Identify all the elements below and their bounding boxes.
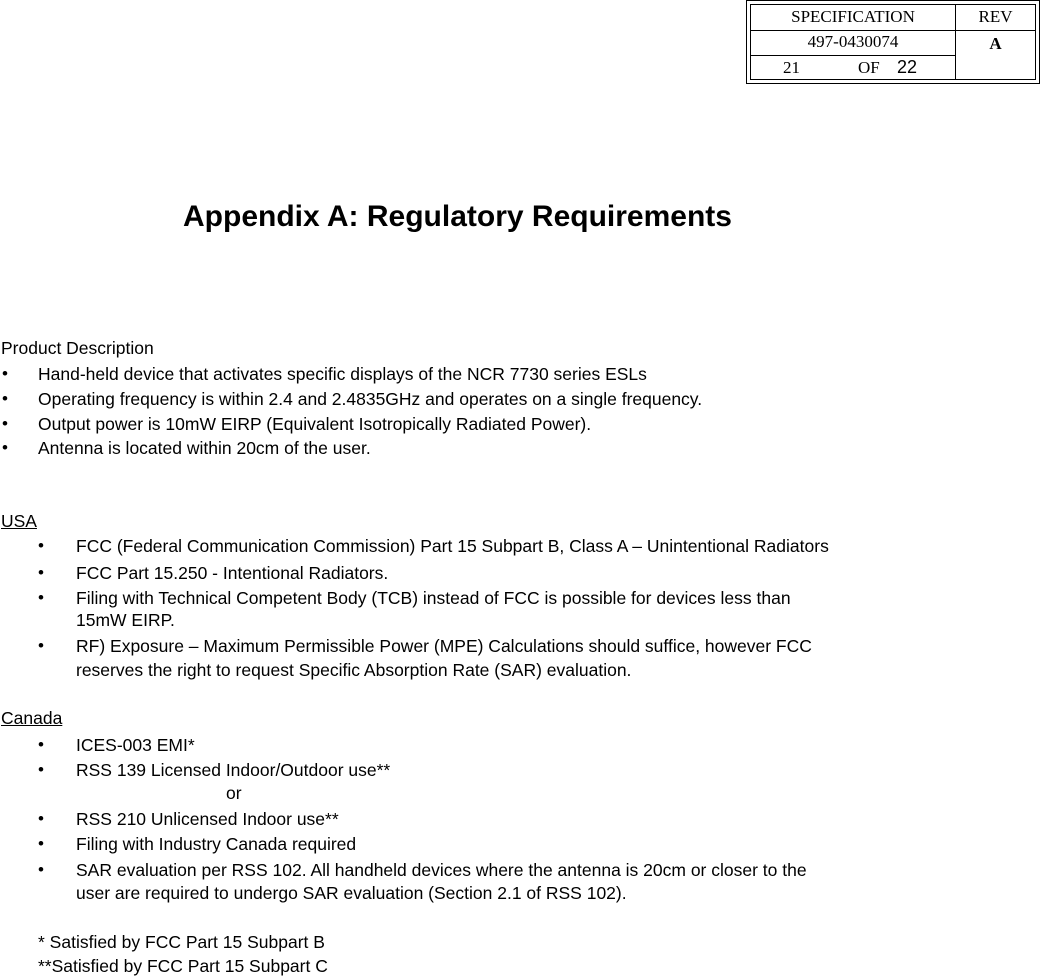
page-number: 21 [783, 58, 800, 77]
footnote: * Satisfied by FCC Part 15 Subpart B [38, 932, 325, 952]
usa-item: RF) Exposure – Maximum Permissible Power (MPE) Calculations should suffice, however FCC [76, 636, 812, 656]
bullet: • [38, 636, 44, 655]
canada-item: Filing with Industry Canada required [76, 834, 357, 854]
product-item: Hand-held device that activates specific displays of the NCR 7730 series ESLs [38, 364, 647, 384]
usa-item: Filing with Technical Competent Body (TCB) instead of FCC is possible for devices less than [76, 588, 791, 608]
bullet: • [2, 414, 8, 433]
product-description-heading: Product Description [1, 338, 154, 358]
usa-item-continuation: 15mW EIRP. [76, 610, 175, 630]
bullet: • [38, 860, 44, 879]
total-pages: 22 [897, 57, 918, 77]
of-label: OF [858, 58, 880, 77]
product-item: Output power is 10mW EIRP (Equivalent Isotropically Radiated Power). [38, 414, 592, 434]
bullet: • [2, 364, 8, 383]
canada-item-continuation: user are required to undergo SAR evaluation (Section 2.1 of RSS 102). [76, 883, 627, 903]
product-item: Operating frequency is within 2.4 and 2.4835GHz and operates on a single frequency. [38, 389, 703, 409]
bullet: • [2, 438, 8, 457]
canada-item: ICES-003 EMI* [76, 735, 195, 755]
bullet: • [38, 809, 44, 828]
bullet: • [2, 389, 8, 408]
bullet: • [38, 760, 44, 779]
spec-divider-1 [751, 30, 1035, 31]
product-item: Antenna is located within 20cm of the user. [38, 438, 371, 458]
usa-heading: USA [1, 511, 37, 531]
rev-label: REV [978, 7, 1013, 26]
canada-item: SAR evaluation per RSS 102. All handheld devices where the antenna is 20cm or closer to the [76, 860, 807, 880]
page-title: Appendix A: Regulatory Requirements [183, 200, 732, 233]
bullet: • [38, 834, 44, 853]
canada-or: or [226, 783, 242, 803]
specification-box-inner [750, 4, 1036, 80]
footnote: **Satisfied by FCC Part 15 Subpart C [38, 956, 328, 976]
usa-item: FCC (Federal Communication Commission) Part 15 Subpart B, Class A – Unintentional Radiators [76, 536, 829, 556]
canada-item: RSS 210 Unlicensed Indoor use** [76, 809, 339, 829]
canada-heading: Canada [1, 708, 63, 728]
usa-item: FCC Part 15.250 - Intentional Radiators. [76, 563, 389, 583]
canada-item: RSS 139 Licensed Indoor/Outdoor use** [76, 760, 391, 780]
bullet: • [38, 588, 44, 607]
bullet: • [38, 563, 44, 582]
spec-divider-2 [751, 55, 955, 56]
spec-label: SPECIFICATION [791, 7, 915, 26]
specification-box [746, 0, 1040, 84]
bullet: • [38, 536, 44, 555]
spec-number: 497-0430074 [807, 32, 899, 51]
rev-value: A [989, 34, 1002, 53]
bullet: • [38, 735, 44, 754]
usa-item-continuation: reserves the right to request Specific Absorption Rate (SAR) evaluation. [76, 660, 632, 680]
